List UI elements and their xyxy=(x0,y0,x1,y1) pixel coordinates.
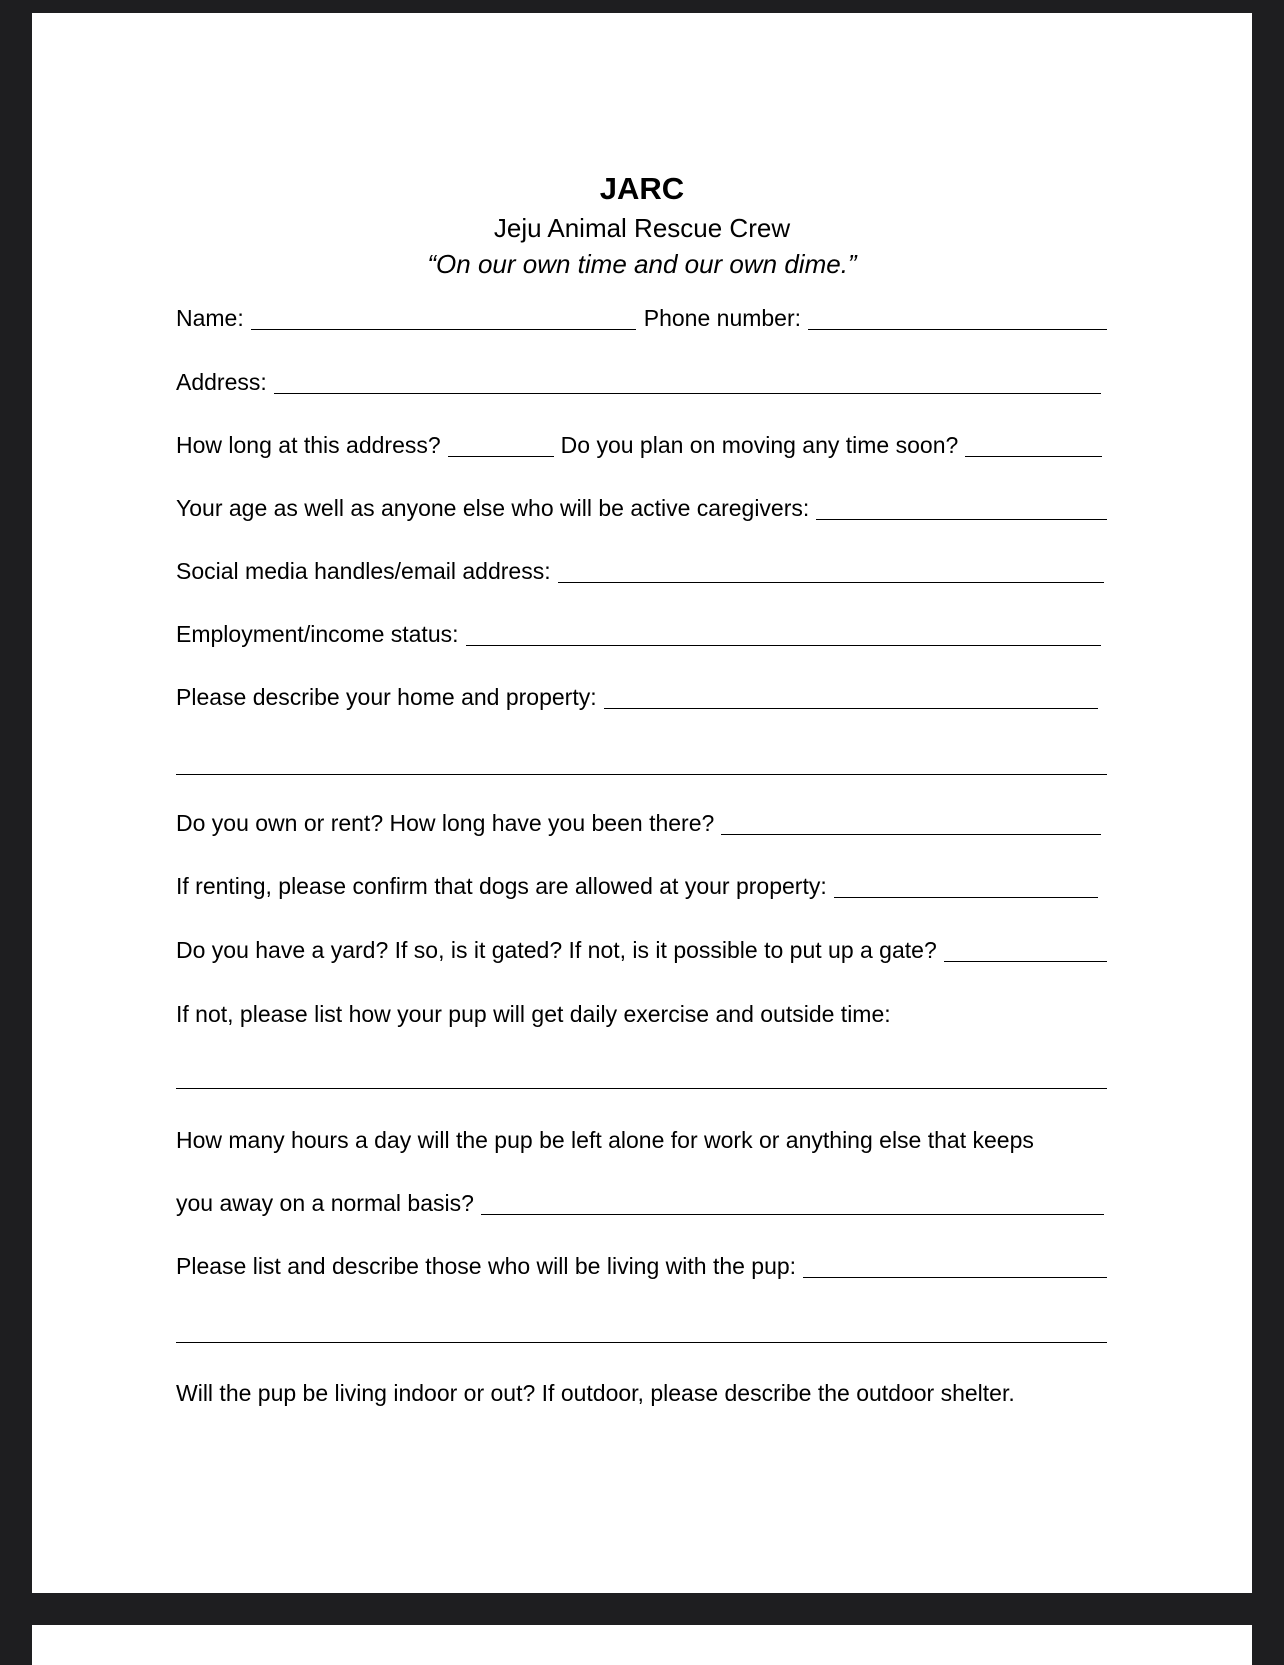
row-hours-2 xyxy=(176,1187,1107,1217)
row-own-rent xyxy=(176,807,1107,837)
living-with-label: Please list and describe those who will be living with the pup: xyxy=(176,1253,797,1279)
row-indoor xyxy=(176,1377,1107,1407)
employment-blank[interactable] xyxy=(466,645,1101,646)
moving-blank[interactable] xyxy=(965,456,1102,457)
indoor-label: Will the pup be living indoor or out? If outdoor, please describe the outdoor shelter. xyxy=(176,1380,1015,1406)
row-employment xyxy=(176,618,1107,648)
yard-label: Do you have a yard? If so, is it gated? If not, is it possible to put up a gate? xyxy=(176,937,937,963)
org-motto: “On our own time and our own dime.” xyxy=(427,249,857,279)
home-blank-line-2[interactable] xyxy=(176,774,1107,775)
name-label: Name: xyxy=(176,305,244,331)
hours-blank[interactable] xyxy=(481,1214,1104,1215)
form-page xyxy=(32,13,1252,1593)
row-renting xyxy=(176,870,1107,900)
row-ages xyxy=(176,492,1107,522)
row-hours-1 xyxy=(176,1124,1107,1154)
next-page xyxy=(32,1625,1252,1665)
renting-blank[interactable] xyxy=(834,897,1098,898)
moving-label: Do you plan on moving any time soon? xyxy=(560,432,959,458)
how-long-label: How long at this address? xyxy=(176,432,441,458)
living-with-blank-line-2[interactable] xyxy=(176,1342,1107,1343)
org-name: Jeju Animal Rescue Crew xyxy=(493,213,791,243)
exercise-blank-line[interactable] xyxy=(176,1088,1107,1089)
row-how-long xyxy=(176,429,1107,459)
org-acronym: JARC xyxy=(599,171,685,206)
hours-label-2: you away on a normal basis? xyxy=(176,1190,474,1216)
own-rent-label: Do you own or rent? How long have you been there? xyxy=(176,810,715,836)
hours-label-1: How many hours a day will the pup be left alone for work or anything else that keeps xyxy=(176,1127,1034,1153)
employment-label: Employment/income status: xyxy=(176,621,459,647)
address-blank[interactable] xyxy=(274,393,1101,394)
name-blank[interactable] xyxy=(251,329,636,330)
living-with-blank[interactable] xyxy=(803,1277,1107,1278)
row-living-with xyxy=(176,1250,1107,1280)
phone-blank[interactable] xyxy=(808,329,1107,330)
row-home xyxy=(176,681,1107,711)
row-exercise xyxy=(176,998,1107,1028)
row-yard xyxy=(176,934,1107,964)
how-long-blank[interactable] xyxy=(448,456,554,457)
phone-label: Phone number: xyxy=(643,305,802,331)
exercise-label: If not, please list how your pup will get daily exercise and outside time: xyxy=(176,1001,891,1027)
own-rent-blank[interactable] xyxy=(721,834,1101,835)
home-blank[interactable] xyxy=(604,708,1098,709)
row-address xyxy=(176,366,1107,396)
ages-blank[interactable] xyxy=(816,519,1107,520)
renting-label: If renting, please confirm that dogs are allowed at your property: xyxy=(176,873,827,899)
yard-blank[interactable] xyxy=(944,961,1107,962)
social-label: Social media handles/email address: xyxy=(176,558,551,584)
social-blank[interactable] xyxy=(558,582,1104,583)
row-name-phone xyxy=(176,302,1107,332)
address-label: Address: xyxy=(176,369,267,395)
row-social xyxy=(176,555,1107,585)
home-label: Please describe your home and property: xyxy=(176,684,597,710)
ages-label: Your age as well as anyone else who will be active caregivers: xyxy=(176,495,810,521)
